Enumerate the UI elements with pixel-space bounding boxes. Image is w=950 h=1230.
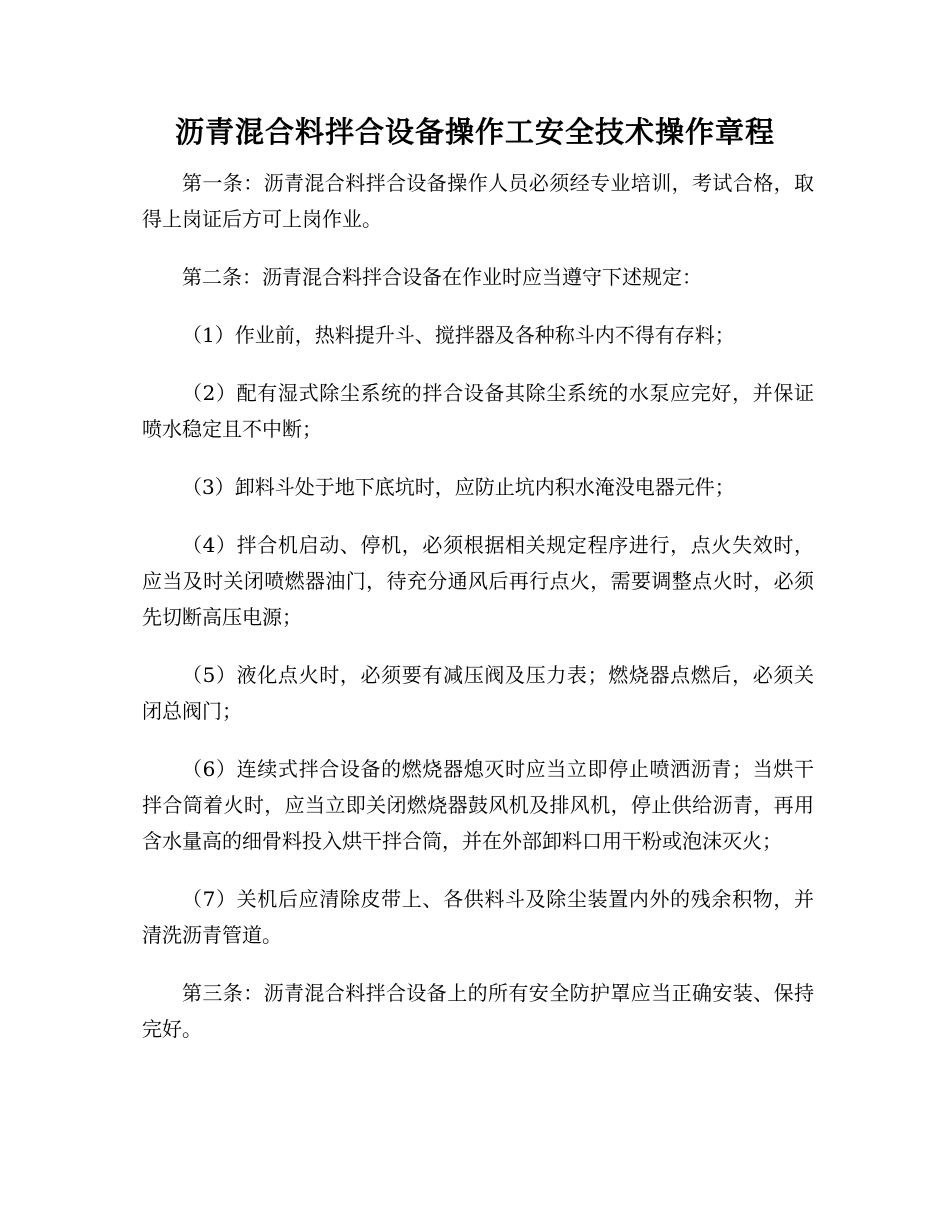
article-2-item-7: （7）关机后应清除皮带上、各供料斗及除尘装置内外的残余积物，并清洗沥青管道。 [142, 887, 814, 947]
article-2-item-1: （1）作业前，热料提升斗、搅拌器及各种称斗内不得有存料； [182, 323, 735, 347]
article-2-item-3: （3）卸料斗处于地下底坑时，应防止坑内积水淹没电器元件； [182, 475, 735, 499]
article-2-item-2: （2）配有湿式除尘系统的拌合设备其除尘系统的水泵应完好，并保证喷水稳定且不中断； [142, 381, 814, 441]
article-2-item-4: （4）拌合机启动、停机，必须根据相关规定程序进行，点火失效时，应当及时关闭喷燃器油门，待充分通风后再行点火，需要调整点火时，必须先切断高压电源； [142, 533, 814, 629]
document-body [142, 165, 814, 1069]
article-2-item-5: （5）液化点火时，必须要有减压阀及压力表；燃烧器点燃后，必须关闭总阀门； [142, 663, 814, 723]
article-1: 第一条：沥青混合料拌合设备操作人员必须经专业培训，考试合格，取得上岗证后方可上岗作业。 [142, 171, 814, 231]
article-2: 第二条：沥青混合料拌合设备在作业时应当遵守下述规定： [182, 265, 702, 289]
article-3: 第三条：沥青混合料拌合设备上的所有安全防护罩应当正确安装、保持完好。 [142, 981, 814, 1041]
document-title: 沥青混合料拌合设备操作工安全技术操作章程 [174, 115, 775, 149]
article-2-item-6: （6）连续式拌合设备的燃烧器熄灭时应当立即停止喷洒沥青；当烘干拌合筒着火时，应当立即关闭燃烧器鼓风机及排风机，停止供给沥青，再用含水量高的细骨料投入烘干拌合筒，并在外部卸料口用干粉或泡沫灭火； [142, 757, 814, 853]
